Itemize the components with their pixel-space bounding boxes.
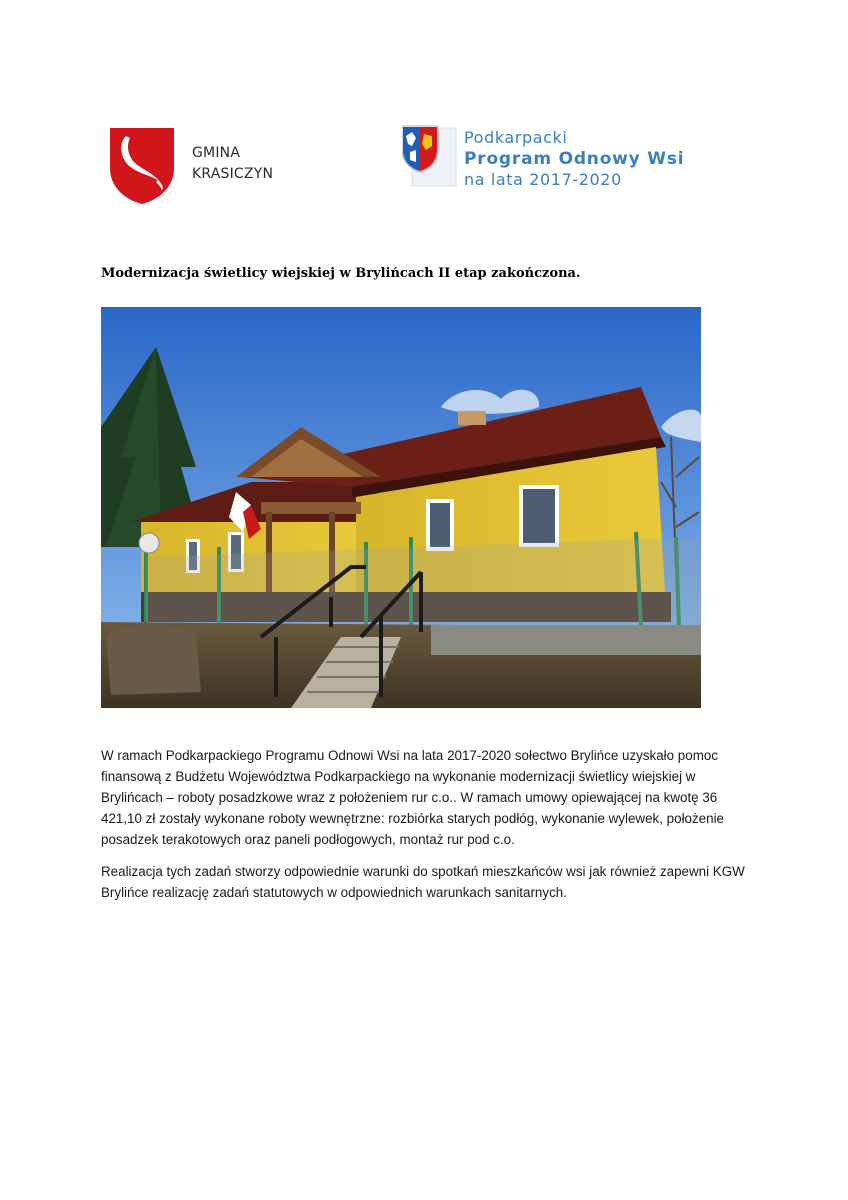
paragraph-1: W ramach Podkarpackiego Programu Odnowi Wsi na lata 2017-2020 sołectwo Brylińce uzyskało pomoc finansową z Budżetu Województwa Podkarpackiego na wykonanie modernizacji świetlicy wiejskiej w Brylińcach – roboty posadzkowe wraz z położeniem rur c.o.. W ramach umowy opiewającej na kwotę 36 421,10 zł zostały wykonane roboty wewnętrzne: rozbiórka starych podłóg, wykonanie wylewek, położenie posadzek terakotowych oraz paneli podłogowych, montaż rur pod c.o. (101, 748, 724, 847)
gmina-shield-icon (108, 126, 176, 206)
gmina-krasiczyn-logo (108, 126, 278, 206)
program-line1: Podkarpacki (464, 128, 568, 147)
program-line2: Program Odnowy Wsi (464, 149, 685, 169)
program-odnowy-wsi-logo (402, 118, 692, 198)
gmina-line2: KRASICZYN (192, 166, 274, 182)
document-title: Modernizacja świetlicy wiejskiej w Brylińcach II etap zakończona. (101, 266, 581, 281)
podkarpackie-emblem-icon (402, 124, 458, 190)
paragraph-2: Realizacja tych zadań stworzy odpowiednie warunki do spotkań mieszkańców wsi jak również zapewni KGW Brylińce realizację zadań statutowych w odpowiednich warunkach sanitarnych. (101, 864, 745, 900)
program-line3: na lata 2017-2020 (464, 170, 622, 189)
community-hall-photo (101, 307, 701, 708)
gmina-line1: GMINA (192, 145, 241, 161)
